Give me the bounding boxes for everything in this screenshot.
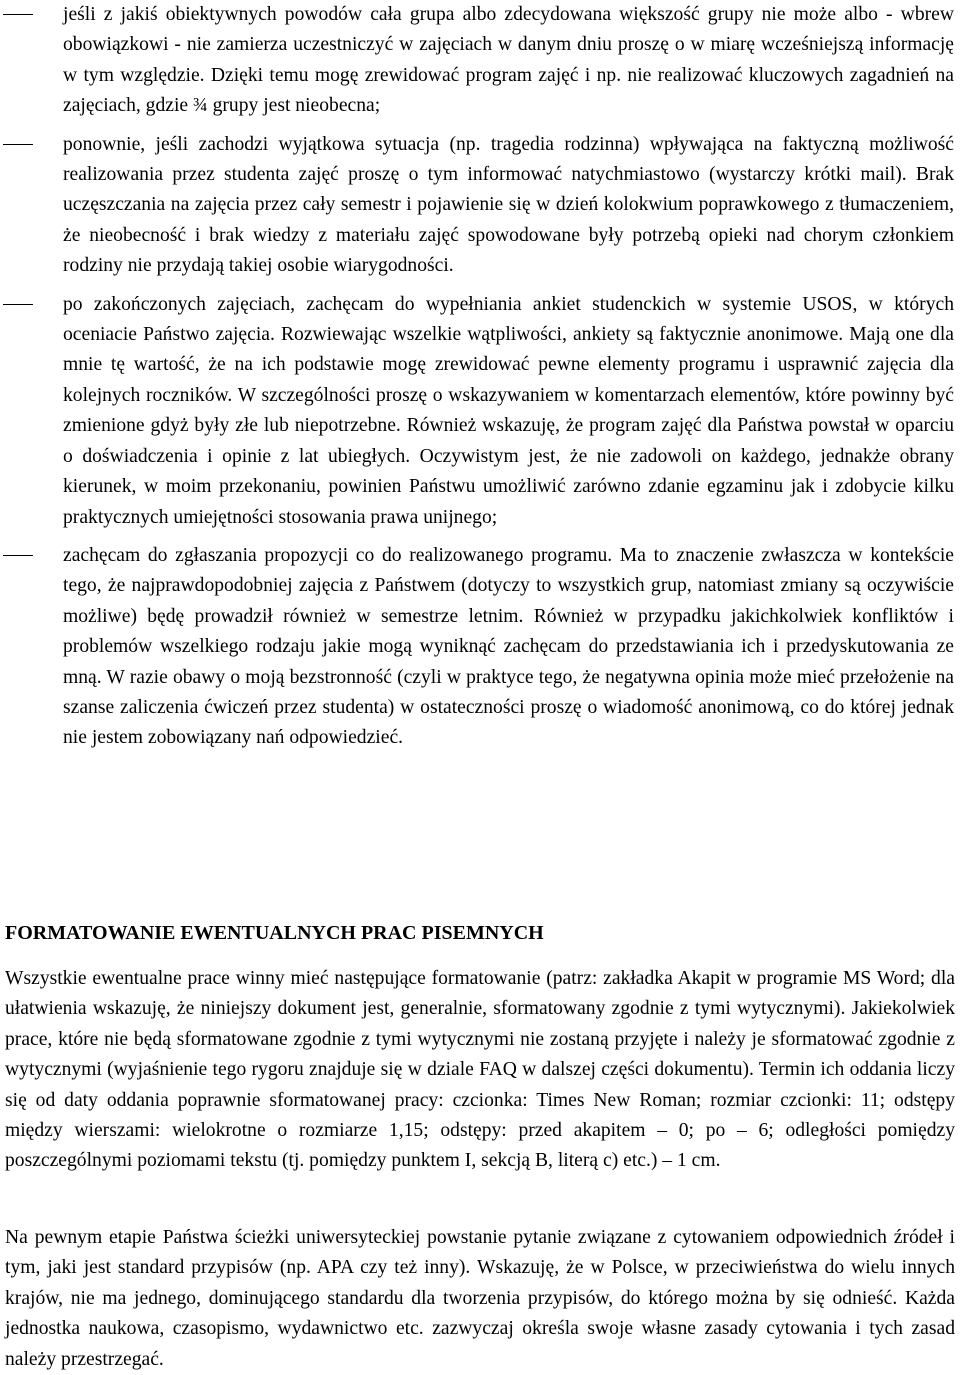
- citation-paragraph: Na pewnym etapie Państwa ścieżki uniwersyteckiej powstanie pytanie związane z cytowaniem odpowiednich źródeł i tym, jaki jest standard przypisów (np. APA czy też inny). Wskazuję, że w Polsce, w przeciwieństwa do wielu innych krajów, nie ma jednego, dominującego standardu dla tworzenia przypisów, do którego można by się odnieść. Każda jednostka naukowa, czasopismo, wydawnictwo etc. zazwyczaj określa swoje własne zasady cytowania i tych zasad należy przestrzegać.: [5, 1227, 955, 1370]
- dash-bullet-icon: [3, 555, 33, 556]
- bullet-item: [0, 130, 960, 282]
- section-heading: FORMATOWANIE EWENTUALNYCH PRAC PISEMNYCH: [5, 922, 544, 944]
- bullet-item: [0, 541, 960, 754]
- dash-bullet-icon: [3, 14, 33, 15]
- bullet-item: [0, 0, 960, 122]
- bullet-text: jeśli z jakiś obiektywnych powodów cała grupa albo zdecydowana większość grupy nie może albo - wbrew obowiązkowi - nie zamierza uczestniczyć w zajęciach w danym dniu proszę o w miarę wcześniejszą informację w tym względzie. Dzięki temu mogę zrewidować program zajęć i np. nie realizować kluczowych zagadnień na zajęciach, gdzie ¾ grupy jest nieobecna;: [63, 4, 954, 117]
- bullet-text: zachęcam do zgłaszania propozycji co do realizowanego programu. Ma to znaczenie zwłaszcza w kontekście tego, że najprawdopodobniej zajęcia z Państwem (dotyczy to wszystkich grup, natomiast zmiany są oczywiście możliwe) będę prowadził również w semestrze letnim. Również w przypadku jakichkolwiek konfliktów i problemów wszelkiego rodzaju jakie mogą wyniknąć zachęcam do przedstawiania ich i przedyskutowania ze mną. W razie obawy o moją bezstronność (czyli w praktyce tego, że negatywna opinia może mieć przełożenie na szanse zaliczenia ćwiczeń przez studenta) w ostateczności proszę o wiadomość anonimową, co do której jednak nie jestem zobowiązany nań odpowiedzieć.: [63, 544, 954, 749]
- bullet-text: ponownie, jeśli zachodzi wyjątkowa sytuacja (np. tragedia rodzinna) wpływająca na faktyczną możliwość realizowania przez studenta zajęć proszę o tym informować natychmiastowo (wystarczy krótki mail). Brak uczęszczania na zajęcia przez cały semestr i pojawienie się w dzień kolokwium poprawkowego z tłumaczeniem, że nieobecność i brak wiedzy z materiału zajęć spowodowane były potrzebą opieki nad chorym członkiem rodziny nie przydają takiej osobie wiarygodności.: [63, 133, 954, 277]
- bullet-text: po zakończonych zajęciach, zachęcam do wypełniania ankiet studenckich w systemie USOS, w których oceniacie Państwo zajęcia. Rozwiewając wszelkie wątpliwości, ankiety są faktycznie anonimowe. Mają one dla mnie tę wartość, że na ich podstawie mogę zrewidować pewne elementy programu i usprawnić zajęcia dla kolejnych roczników. W szczególności proszę o wskazywaniem w komentarzach elementów, które powinny być zmienione gdyż były złe lub niepotrzebne. Również wskazuję, że program zajęć dla Państwa powstał w oparciu o doświadczenia i opinie z lat ubiegłych. Oczywistym jest, że nie zadowoli on każdego, jednakże obrany kierunek, w moim przekonaniu, powinien Państwu umożliwić zarówno zdanie egzaminu jak i zdobycie kilku praktycznych umiejętności stosowania prawa unijnego;: [63, 293, 954, 528]
- formatting-paragraph: Wszystkie ewentualne prace winny mieć następujące formatowanie (patrz: zakładka Akapit w programie MS Word; dla ułatwienia wskazuję, że niniejszy dokument jest, generalnie, sformatowany zgodnie z tymi wytycznymi). Jakiekolwiek prace, które nie będą sformatowane zgodnie z tymi wytycznymi nie zostaną przyjęte i należy je sformatować zgodnie z wytycznymi (wyjaśnienie tego rygoru znajduje się w dziale FAQ w dalszej części dokumentu). Termin ich oddania liczy się od daty oddania poprawnie sformatowanej pracy: czcionka: Times New Roman; rozmiar czcionki: 11; odstępy między wierszami: wielokrotne o rozmiarze 1,15; odstępy: przed akapitem – 0; po – 6; odległości pomiędzy poszczególnymi poziomami tekstu (tj. pomiędzy punktem I, sekcją B, literą c) etc.) – 1 cm.: [5, 968, 955, 1172]
- dash-bullet-icon: [3, 144, 33, 145]
- bullet-item: [0, 290, 960, 533]
- dash-bullet-icon: [3, 304, 33, 305]
